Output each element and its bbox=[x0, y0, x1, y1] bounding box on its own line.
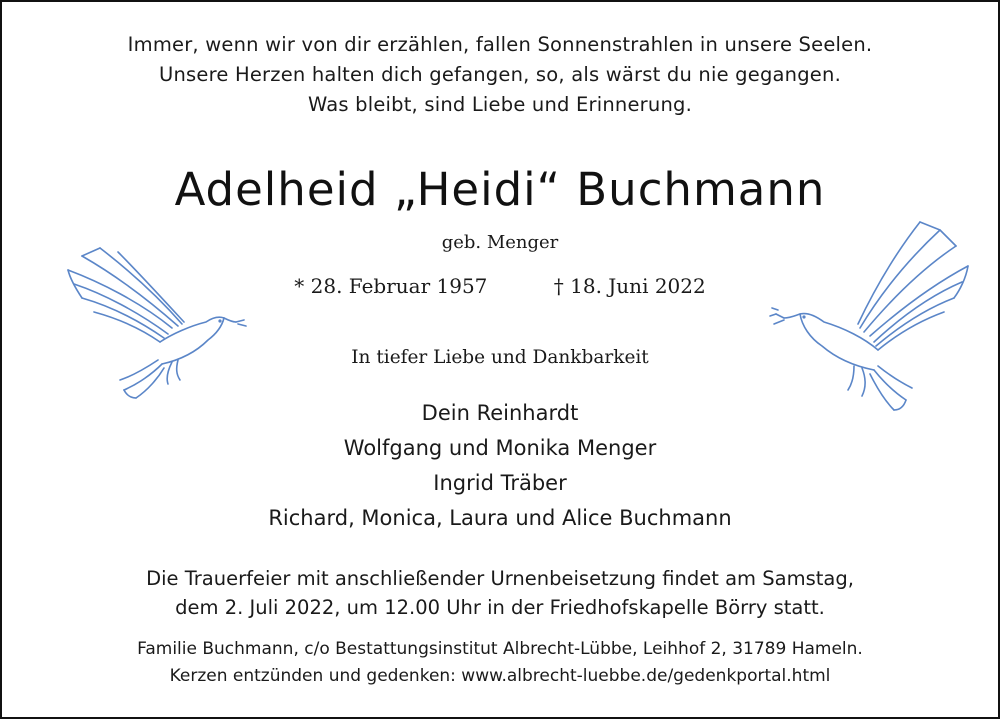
dedication: In tiefer Liebe und Dankbarkeit bbox=[351, 347, 649, 368]
mourners-list bbox=[2, 396, 998, 536]
dove-icon bbox=[764, 216, 974, 416]
poem-line: Was bleibt, sind Liebe und Erinnerung. bbox=[307, 93, 692, 116]
birth-name: geb. Menger bbox=[441, 232, 559, 253]
poem-line: Unsere Herzen halten dich gefangen, so, als wärst du nie gegangen. bbox=[159, 63, 841, 86]
contact-address: Familie Buchmann, c/o Bestattungsinstitut Albrecht-Lübbe, Leihhof 2, 31789 Hameln. bbox=[137, 639, 863, 659]
poem-line: Immer, wenn wir von dir erzählen, fallen Sonnenstrahlen in unsere Seelen. bbox=[127, 33, 873, 56]
memorial-portal: Kerzen entzünden und gedenken: www.albrecht-luebbe.de/gedenkportal.html bbox=[169, 666, 831, 686]
birth-date: * 28. Februar 1957 bbox=[294, 274, 488, 298]
dove-icon bbox=[60, 242, 250, 402]
poem bbox=[2, 30, 998, 120]
mourner-entry: Wolfgang und Monika Menger bbox=[343, 436, 657, 460]
service-notice bbox=[2, 564, 998, 622]
mourner-entry: Richard, Monica, Laura und Alice Buchmann bbox=[268, 506, 732, 530]
deceased-name: Adelheid „Heidi“ Buchmann bbox=[174, 163, 826, 216]
service-line: dem 2. Juli 2022, um 12.00 Uhr in der Friedhofskapelle Börry statt. bbox=[175, 596, 825, 619]
contact-info bbox=[2, 636, 998, 690]
mourner-entry: Dein Reinhardt bbox=[421, 401, 579, 425]
mourner-entry: Ingrid Träber bbox=[433, 471, 567, 495]
service-line: Die Trauerfeier mit anschließender Urnenbeisetzung findet am Samstag, bbox=[146, 567, 854, 590]
death-date: † 18. Juni 2022 bbox=[553, 274, 706, 298]
